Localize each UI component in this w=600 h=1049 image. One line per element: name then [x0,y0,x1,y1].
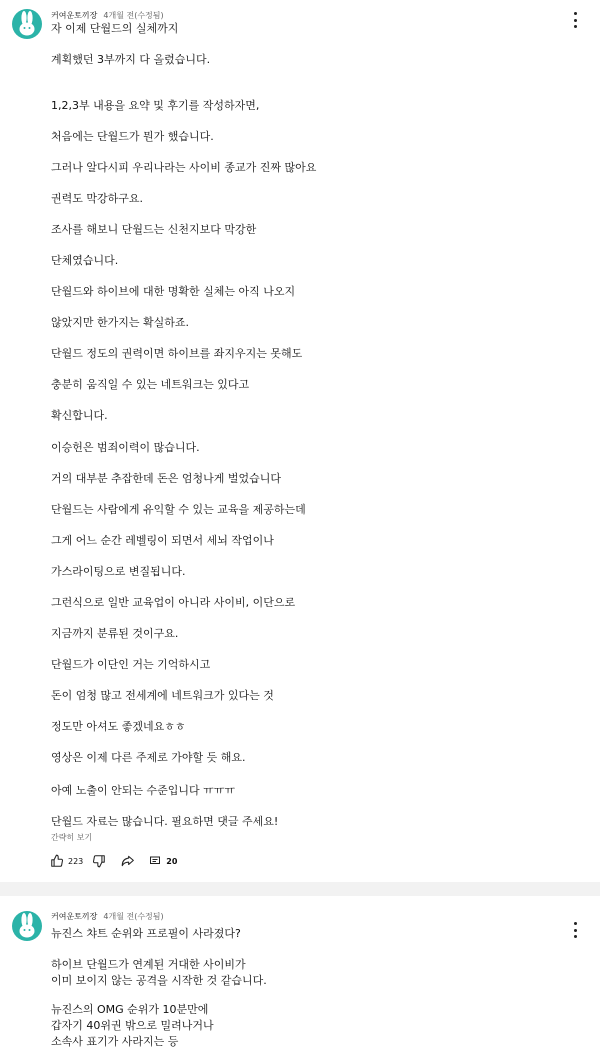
comment-line: 단월드는 사람에게 유익할 수 있는 교육을 제공하는데 [51,503,306,516]
comment-line: 아예 노출이 안되는 수준입니다 ㅠㅠㅠ [51,784,236,797]
comment-line: 돈이 엄청 많고 전세계에 네트워크가 있다는 것 [51,689,274,702]
show-less-link[interactable]: 간략히 보기 [51,833,93,842]
comment-line: 지금까지 분류된 것이구요. [51,627,179,640]
comment-time[interactable]: 4개월 전(수정됨) [103,11,164,20]
like-icon[interactable] [49,853,65,869]
comment-header [51,911,164,922]
reply-icon[interactable] [147,853,163,869]
comment-line: 자 이제 단월드의 실체까지 [51,22,179,35]
comment-card [0,896,600,1048]
comment-line: 단체였습니다. [51,254,119,267]
comment-line: 뉴진스의 OMG 순위가 10분만에 [51,1003,209,1016]
author-name[interactable]: 커여운토끼장 [51,11,98,20]
avatar[interactable] [12,911,42,941]
comment-line: 그러나 알다시피 우리나라는 사이비 종교가 진짜 많아요 [51,161,317,174]
avatar[interactable] [12,9,42,39]
share-icon[interactable] [119,853,135,869]
comment-line: 충분히 움직일 수 있는 네트워크는 있다고 [51,378,250,391]
comment-line: 계획했던 3부까지 다 올렸습니다. [51,53,211,66]
comment-actions [49,853,177,869]
divider [0,882,600,896]
comment-line: 이미 보이지 않는 공격을 시작한 것 같습니다. [51,974,267,987]
comment-line: 확신합니다. [51,409,108,422]
comment-line: 단월드 자료는 많습니다. 필요하면 댓글 주세요! [51,815,279,828]
dislike-icon[interactable] [91,853,107,869]
comment-line: 하이브 단월드가 연계된 거대한 사이비가 [51,958,246,971]
author-name[interactable]: 커여운토끼장 [51,912,98,921]
comment-line: 그런식으로 일반 교육업이 아니라 사이비, 이단으로 [51,596,296,609]
comment-line: 가스라이팅으로 변질됩니다. [51,565,186,578]
comment-time[interactable]: 4개월 전(수정됨) [103,912,164,921]
more-options-icon[interactable] [570,922,580,938]
comment-line: 단월드 정도의 권력이면 하이브를 좌지우지는 못해도 [51,347,303,360]
comment-line: 이승헌은 범죄이력이 많습니다. [51,441,200,454]
comment-line: 영상은 이제 다른 주제로 가야할 듯 해요. [51,751,246,764]
rabbit-avatar-icon [12,911,42,941]
comment-header [51,10,164,21]
like-count: 223 [68,856,84,866]
reply-count[interactable]: 20 [166,856,178,866]
more-options-icon[interactable] [570,12,580,28]
rabbit-avatar-icon [12,9,42,39]
comment-line: 조사를 해보니 단월드는 신천지보다 막강한 [51,223,257,236]
comment-line: 갑자기 40위권 밖으로 밀려나거나 [51,1019,214,1032]
comment-line: 거의 대부분 추잡한데 돈은 엄청나게 벌었습니다 [51,472,282,485]
comment-line: 처음에는 단월드가 뭔가 했습니다. [51,130,214,143]
comment-line: 정도만 아셔도 좋겠네요ㅎㅎ [51,720,186,733]
comment-line: 뉴진스 챠트 순위와 프로필이 사라졌다? [51,927,241,940]
comment-line: 그게 어느 순간 레벨링이 되면서 세뇌 작업이나 [51,534,274,547]
comment-line: 단월드가 이단인 거는 기억하시고 [51,658,211,671]
comment-line: 않았지만 한가지는 확실하죠. [51,316,190,329]
comment-line: 소속사 표기가 사라지는 등 [51,1035,179,1048]
comment-line: 단월드와 하이브에 대한 명확한 실체는 아직 나오지 [51,285,296,298]
comment-line: 권력도 막강하구요. [51,192,144,205]
comment-line: 1,2,3부 내용을 요약 및 후기를 작성하자면, [51,99,260,112]
